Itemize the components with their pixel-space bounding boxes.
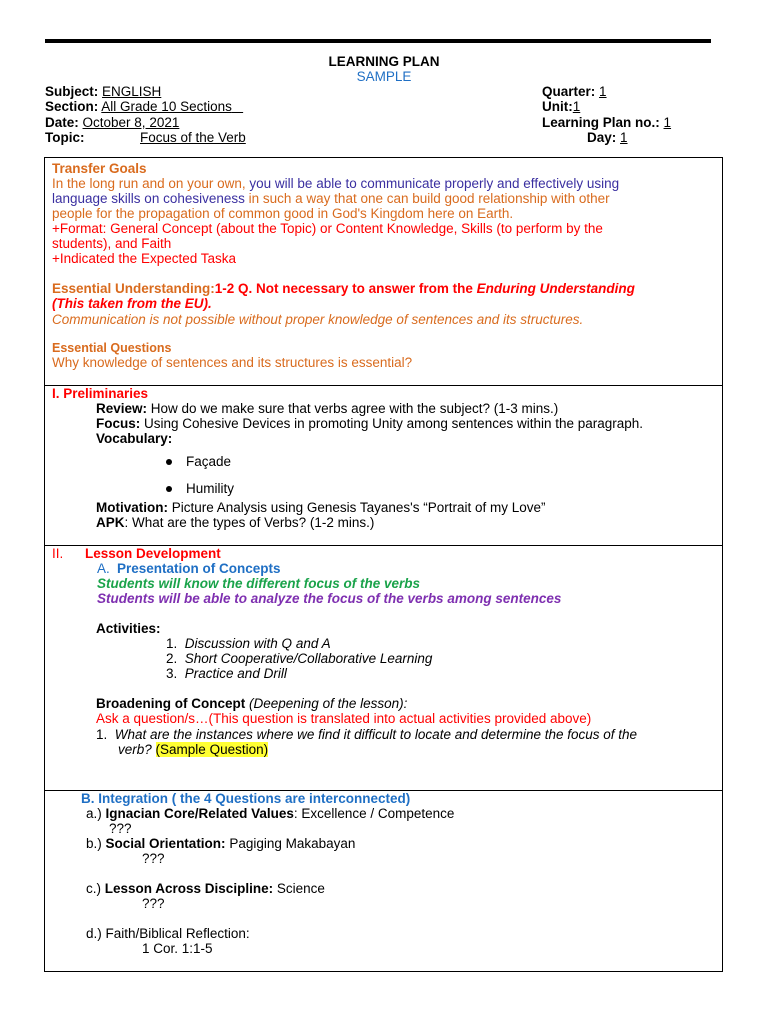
integration-b xyxy=(86,836,355,851)
review-line xyxy=(96,401,558,416)
transfer-line-2 xyxy=(52,191,610,206)
integration-heading: B. Integration ( the 4 Questions are interconnected) xyxy=(81,791,411,806)
integration-b-prefix: b.) xyxy=(86,836,102,851)
subject-value: ENGLISH xyxy=(102,84,162,99)
transfer-goals-heading: Transfer Goals xyxy=(52,161,147,176)
integration-b-text: Pagiging Makabayan xyxy=(229,836,356,851)
integration-d xyxy=(86,926,250,941)
transfer-line-2b: in such a way that one can build good relationship with other xyxy=(248,191,610,206)
question-line-2 xyxy=(118,742,268,757)
day-label: Day: xyxy=(587,130,617,145)
preliminaries-box xyxy=(44,385,723,546)
transfer-line-3: people for the propagation of common good in God's Kingdom here on Earth. xyxy=(52,206,514,221)
vocab-item xyxy=(166,454,231,469)
date-label: Date: xyxy=(45,115,79,130)
activity-num: 3. xyxy=(166,666,178,681)
presentation-heading: Presentation of Concepts xyxy=(117,561,281,576)
quarter-value: 1 xyxy=(599,84,607,99)
subject-label: Subject: xyxy=(45,84,99,99)
integration-a xyxy=(86,806,454,821)
integration-a-prefix: a.) xyxy=(86,806,102,821)
question-text-2: verb? xyxy=(118,742,152,757)
integration-d-prefix: d.) xyxy=(86,926,102,941)
integration-c-prefix: c.) xyxy=(86,881,101,896)
apk-text: : What are the types of Verbs? (1-2 mins.) xyxy=(124,515,375,530)
integration-b-label: Social Orientation: xyxy=(105,836,226,851)
unit-value: 1 xyxy=(572,99,581,114)
transfer-goals-box xyxy=(44,157,723,386)
motivation-label: Motivation: xyxy=(96,500,168,515)
integration-d-text: Faith/Biblical Reflection: xyxy=(105,926,250,941)
presentation-letter: A. xyxy=(97,561,110,576)
vocab-item-label: Humility xyxy=(186,481,235,496)
section-label: Section: xyxy=(45,99,99,114)
transfer-line-2a: language skills on cohesiveness xyxy=(52,191,245,206)
unit-row xyxy=(542,99,580,114)
top-rule xyxy=(45,39,711,43)
motivation-line xyxy=(96,500,546,515)
activity-item xyxy=(166,651,432,666)
lesson-development-heading: Lesson Development xyxy=(85,546,221,561)
section-row xyxy=(45,99,243,114)
vocabulary-label: Vocabulary: xyxy=(96,431,173,446)
objective-1: Students will know the different focus of the verbs xyxy=(97,576,421,591)
date-value: October 8, 2021 xyxy=(82,115,180,130)
document-subtitle: SAMPLE xyxy=(356,69,412,84)
integration-a-text: : Excellence / Competence xyxy=(293,806,455,821)
integration-c xyxy=(86,881,325,896)
activity-text: Short Cooperative/Collaborative Learning xyxy=(184,651,433,666)
integration-c-label: Lesson Across Discipline: xyxy=(104,881,274,896)
lesson-numeral: II. xyxy=(52,546,64,561)
quarter-label: Quarter: xyxy=(542,84,596,99)
eu-note-c: (This taken from the EU). xyxy=(52,296,212,311)
objective-2: Students will be able to analyze the focus of the verbs among sentences xyxy=(97,591,562,606)
integration-b-answer: ??? xyxy=(142,851,165,866)
vocab-item-label: Façade xyxy=(186,454,232,469)
transfer-line-1a: In the long run and on your own, xyxy=(52,176,246,191)
vocab-item xyxy=(166,481,234,496)
activity-text: Discussion with Q and A xyxy=(184,636,331,651)
plan-no-label: Learning Plan no.: xyxy=(542,115,660,130)
integration-c-text: Science xyxy=(276,881,325,896)
essential-questions-heading: Essential Questions xyxy=(52,341,172,355)
day-value: 1 xyxy=(620,130,628,145)
question-line-1 xyxy=(96,727,637,742)
bullet-icon xyxy=(166,459,172,465)
activity-num: 2. xyxy=(166,651,178,666)
eu-label: Essential Understanding: xyxy=(52,281,215,296)
plan-no-value: 1 xyxy=(663,115,672,130)
sample-question-highlight: (Sample Question) xyxy=(155,742,269,757)
bullet-icon xyxy=(166,486,172,492)
lesson-development-box xyxy=(44,545,723,791)
indicated-line: +Indicated the Expected Taska xyxy=(52,251,237,266)
topic-label: Topic: xyxy=(45,130,85,145)
eu-note-b: Enduring Understanding xyxy=(476,281,635,296)
apk-label: APK xyxy=(96,515,125,530)
integration-a-answer: ??? xyxy=(109,821,132,836)
transfer-line-1b: you will be able to communicate properly and effectively using xyxy=(249,176,620,191)
focus-line xyxy=(96,416,643,431)
activity-item xyxy=(166,636,331,651)
broadening-line xyxy=(96,696,407,711)
broadening-note: (Deepening of the lesson): xyxy=(249,696,408,711)
document-title: LEARNING PLAN xyxy=(328,54,440,69)
activity-item xyxy=(166,666,287,681)
activity-text: Practice and Drill xyxy=(184,666,287,681)
topic-value: Focus of the Verb xyxy=(140,130,246,145)
essential-understanding-line xyxy=(52,281,635,296)
quarter-row xyxy=(542,84,607,99)
integration-a-label: Ignacian Core/Related Values xyxy=(105,806,294,821)
focus-label: Focus: xyxy=(96,416,141,431)
transfer-line-1 xyxy=(52,176,619,191)
integration-box xyxy=(44,790,723,972)
review-text: How do we make sure that verbs agree with the subject? (1-3 mins.) xyxy=(150,401,559,416)
broadening-label: Broadening of Concept xyxy=(96,696,246,711)
eu-text: Communication is not possible without proper knowledge of sentences and its structures. xyxy=(52,312,584,327)
unit-label: Unit: xyxy=(542,99,573,114)
question-num: 1. xyxy=(96,727,108,742)
eu-note-a: 1-2 Q. Not necessary to answer from the xyxy=(214,281,477,296)
format-line-1: +Format: General Concept (about the Topic) or Content Knowledge, Skills (to perform by the xyxy=(52,221,603,236)
activities-label: Activities: xyxy=(96,621,161,636)
topic-row xyxy=(45,130,85,145)
section-value: All Grade 10 Sections xyxy=(101,99,232,114)
question-text-1: What are the instances where we find it difficult to locate and determine the focus of the xyxy=(114,727,638,742)
date-row xyxy=(45,115,179,130)
apk-line xyxy=(96,515,374,530)
motivation-text: Picture Analysis using Genesis Tayanes's “Portrait of my Love” xyxy=(171,500,546,515)
preliminaries-heading: I. Preliminaries xyxy=(52,386,149,401)
essential-questions-text: Why knowledge of sentences and its structures is essential? xyxy=(52,355,413,370)
day-row xyxy=(587,130,628,145)
integration-c-answer: ??? xyxy=(142,896,165,911)
review-label: Review: xyxy=(96,401,148,416)
ask-line: Ask a question/s…(This question is translated into actual activities provided above) xyxy=(96,711,592,726)
format-line-2: students), and Faith xyxy=(52,236,172,251)
activity-num: 1. xyxy=(166,636,178,651)
subject-row xyxy=(45,84,161,99)
integration-d-answer: 1 Cor. 1:1-5 xyxy=(142,941,213,956)
focus-text: Using Cohesive Devices in promoting Unity among sentences within the paragraph. xyxy=(144,416,644,431)
plan-no-row xyxy=(542,115,671,130)
